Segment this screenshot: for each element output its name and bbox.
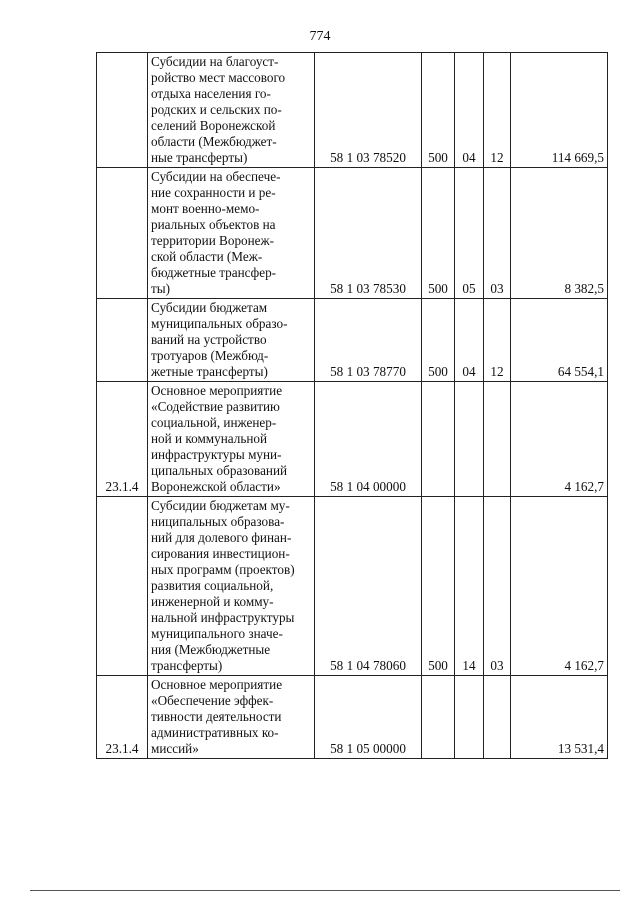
item-name-line: «Обеспечение эффек- (151, 693, 274, 708)
item-number-cell (97, 53, 148, 168)
table-row (97, 497, 608, 676)
amount-cell: 4 162,7 (511, 497, 608, 676)
amount-cell: 64 554,1 (511, 299, 608, 382)
subsection-cell (484, 676, 511, 759)
item-name-line: ваний на устройство (151, 332, 267, 347)
section-cell: 14 (455, 497, 484, 676)
item-name-line: сирования инвестицион- (151, 546, 290, 561)
item-name-line: риальных объектов на (151, 217, 276, 232)
item-name-line: ципальных образований (151, 463, 288, 478)
subsection-cell: 12 (484, 53, 511, 168)
target-code-cell: 58 1 04 00000 (315, 382, 422, 497)
item-name-line: родских и сельских по- (151, 102, 282, 117)
item-number-cell (97, 299, 148, 382)
item-name-line: Субсидии бюджетам му- (151, 498, 290, 513)
item-name-line: ской области (Меж- (151, 249, 263, 264)
subsection-cell: 12 (484, 299, 511, 382)
table-row (97, 676, 608, 759)
item-name-cell (148, 53, 315, 168)
table-row (97, 168, 608, 299)
item-name-line: инфраструктуры муни- (151, 447, 282, 462)
section-cell: 04 (455, 299, 484, 382)
item-number-cell: 23.1.4 (97, 676, 148, 759)
page-number: 774 (309, 29, 331, 44)
item-name-line: Воронежской области» (151, 479, 281, 494)
target-code-cell: 58 1 04 78060 (315, 497, 422, 676)
item-name-line: ные трансферты) (151, 150, 248, 165)
section-cell: 04 (455, 53, 484, 168)
item-name-line: селений Воронежской (151, 118, 276, 133)
footer-divider (30, 890, 620, 891)
expense-type-cell (422, 382, 455, 497)
section-cell (455, 676, 484, 759)
amount-cell: 114 669,5 (511, 53, 608, 168)
item-name-line: бюджетные трансфер- (151, 265, 277, 280)
item-name-line: тивности деятельности (151, 709, 282, 724)
item-name-line: административных ко- (151, 725, 279, 740)
item-name-line: «Содействие развитию (151, 399, 280, 414)
item-name-line: Основное мероприятие (151, 383, 283, 398)
item-name-line: отдыха населения го- (151, 86, 271, 101)
item-name-cell (148, 168, 315, 299)
item-name-line: миссий» (151, 741, 199, 756)
item-name-line: Субсидии на обеспече- (151, 169, 281, 184)
subsection-cell (484, 382, 511, 497)
section-cell: 05 (455, 168, 484, 299)
item-name-line: ние сохранности и ре- (151, 185, 276, 200)
target-code-cell: 58 1 05 00000 (315, 676, 422, 759)
amount-cell: 4 162,7 (511, 382, 608, 497)
section-cell (455, 382, 484, 497)
item-name-line: ния (Межбюджетные (151, 642, 271, 657)
item-number-cell: 23.1.4 (97, 382, 148, 497)
subsection-cell: 03 (484, 497, 511, 676)
item-name-line: ты) (151, 281, 171, 296)
item-name-line: тротуаров (Межбюд- (151, 348, 269, 363)
amount-cell: 13 531,4 (511, 676, 608, 759)
item-name-line: ройство мест массового (151, 70, 286, 85)
item-name-cell (148, 299, 315, 382)
expense-type-cell (422, 676, 455, 759)
item-name-cell (148, 382, 315, 497)
item-name-line: ний для долевого финан- (151, 530, 292, 545)
target-code-cell: 58 1 03 78530 (315, 168, 422, 299)
item-name-line: трансферты) (151, 658, 223, 673)
expense-type-cell: 500 (422, 53, 455, 168)
item-name-cell (148, 497, 315, 676)
item-name-line: Субсидии бюджетам (151, 300, 268, 315)
item-name-cell (148, 676, 315, 759)
item-name-line: инженерной и комму- (151, 594, 274, 609)
item-name-line: ной и коммунальной (151, 431, 268, 446)
item-name-line: развития социальной, (151, 578, 274, 593)
item-number-cell (97, 168, 148, 299)
expense-type-cell: 500 (422, 299, 455, 382)
item-name-line: области (Межбюджет- (151, 134, 277, 149)
item-name-line: ниципальных образова- (151, 514, 285, 529)
item-name-line: нальной инфраструктуры (151, 610, 295, 625)
table-row (97, 53, 608, 168)
expense-type-cell: 500 (422, 168, 455, 299)
item-name-line: Субсидии на благоуст- (151, 54, 279, 69)
item-number-cell (97, 497, 148, 676)
item-name-line: монт военно-мемо- (151, 201, 260, 216)
item-name-line: социальной, инженер- (151, 415, 277, 430)
item-name-line: территории Воронеж- (151, 233, 275, 248)
target-code-cell: 58 1 03 78770 (315, 299, 422, 382)
table-row (97, 382, 608, 497)
table-row (97, 299, 608, 382)
item-name-line: Основное мероприятие (151, 677, 283, 692)
target-code-cell: 58 1 03 78520 (315, 53, 422, 168)
budget-table (96, 52, 608, 759)
amount-cell: 8 382,5 (511, 168, 608, 299)
item-name-line: муниципального значе- (151, 626, 283, 641)
item-name-line: ных программ (проектов) (151, 562, 295, 577)
subsection-cell: 03 (484, 168, 511, 299)
item-name-line: муниципальных образо- (151, 316, 288, 331)
expense-type-cell: 500 (422, 497, 455, 676)
item-name-line: жетные трансферты) (151, 364, 268, 379)
